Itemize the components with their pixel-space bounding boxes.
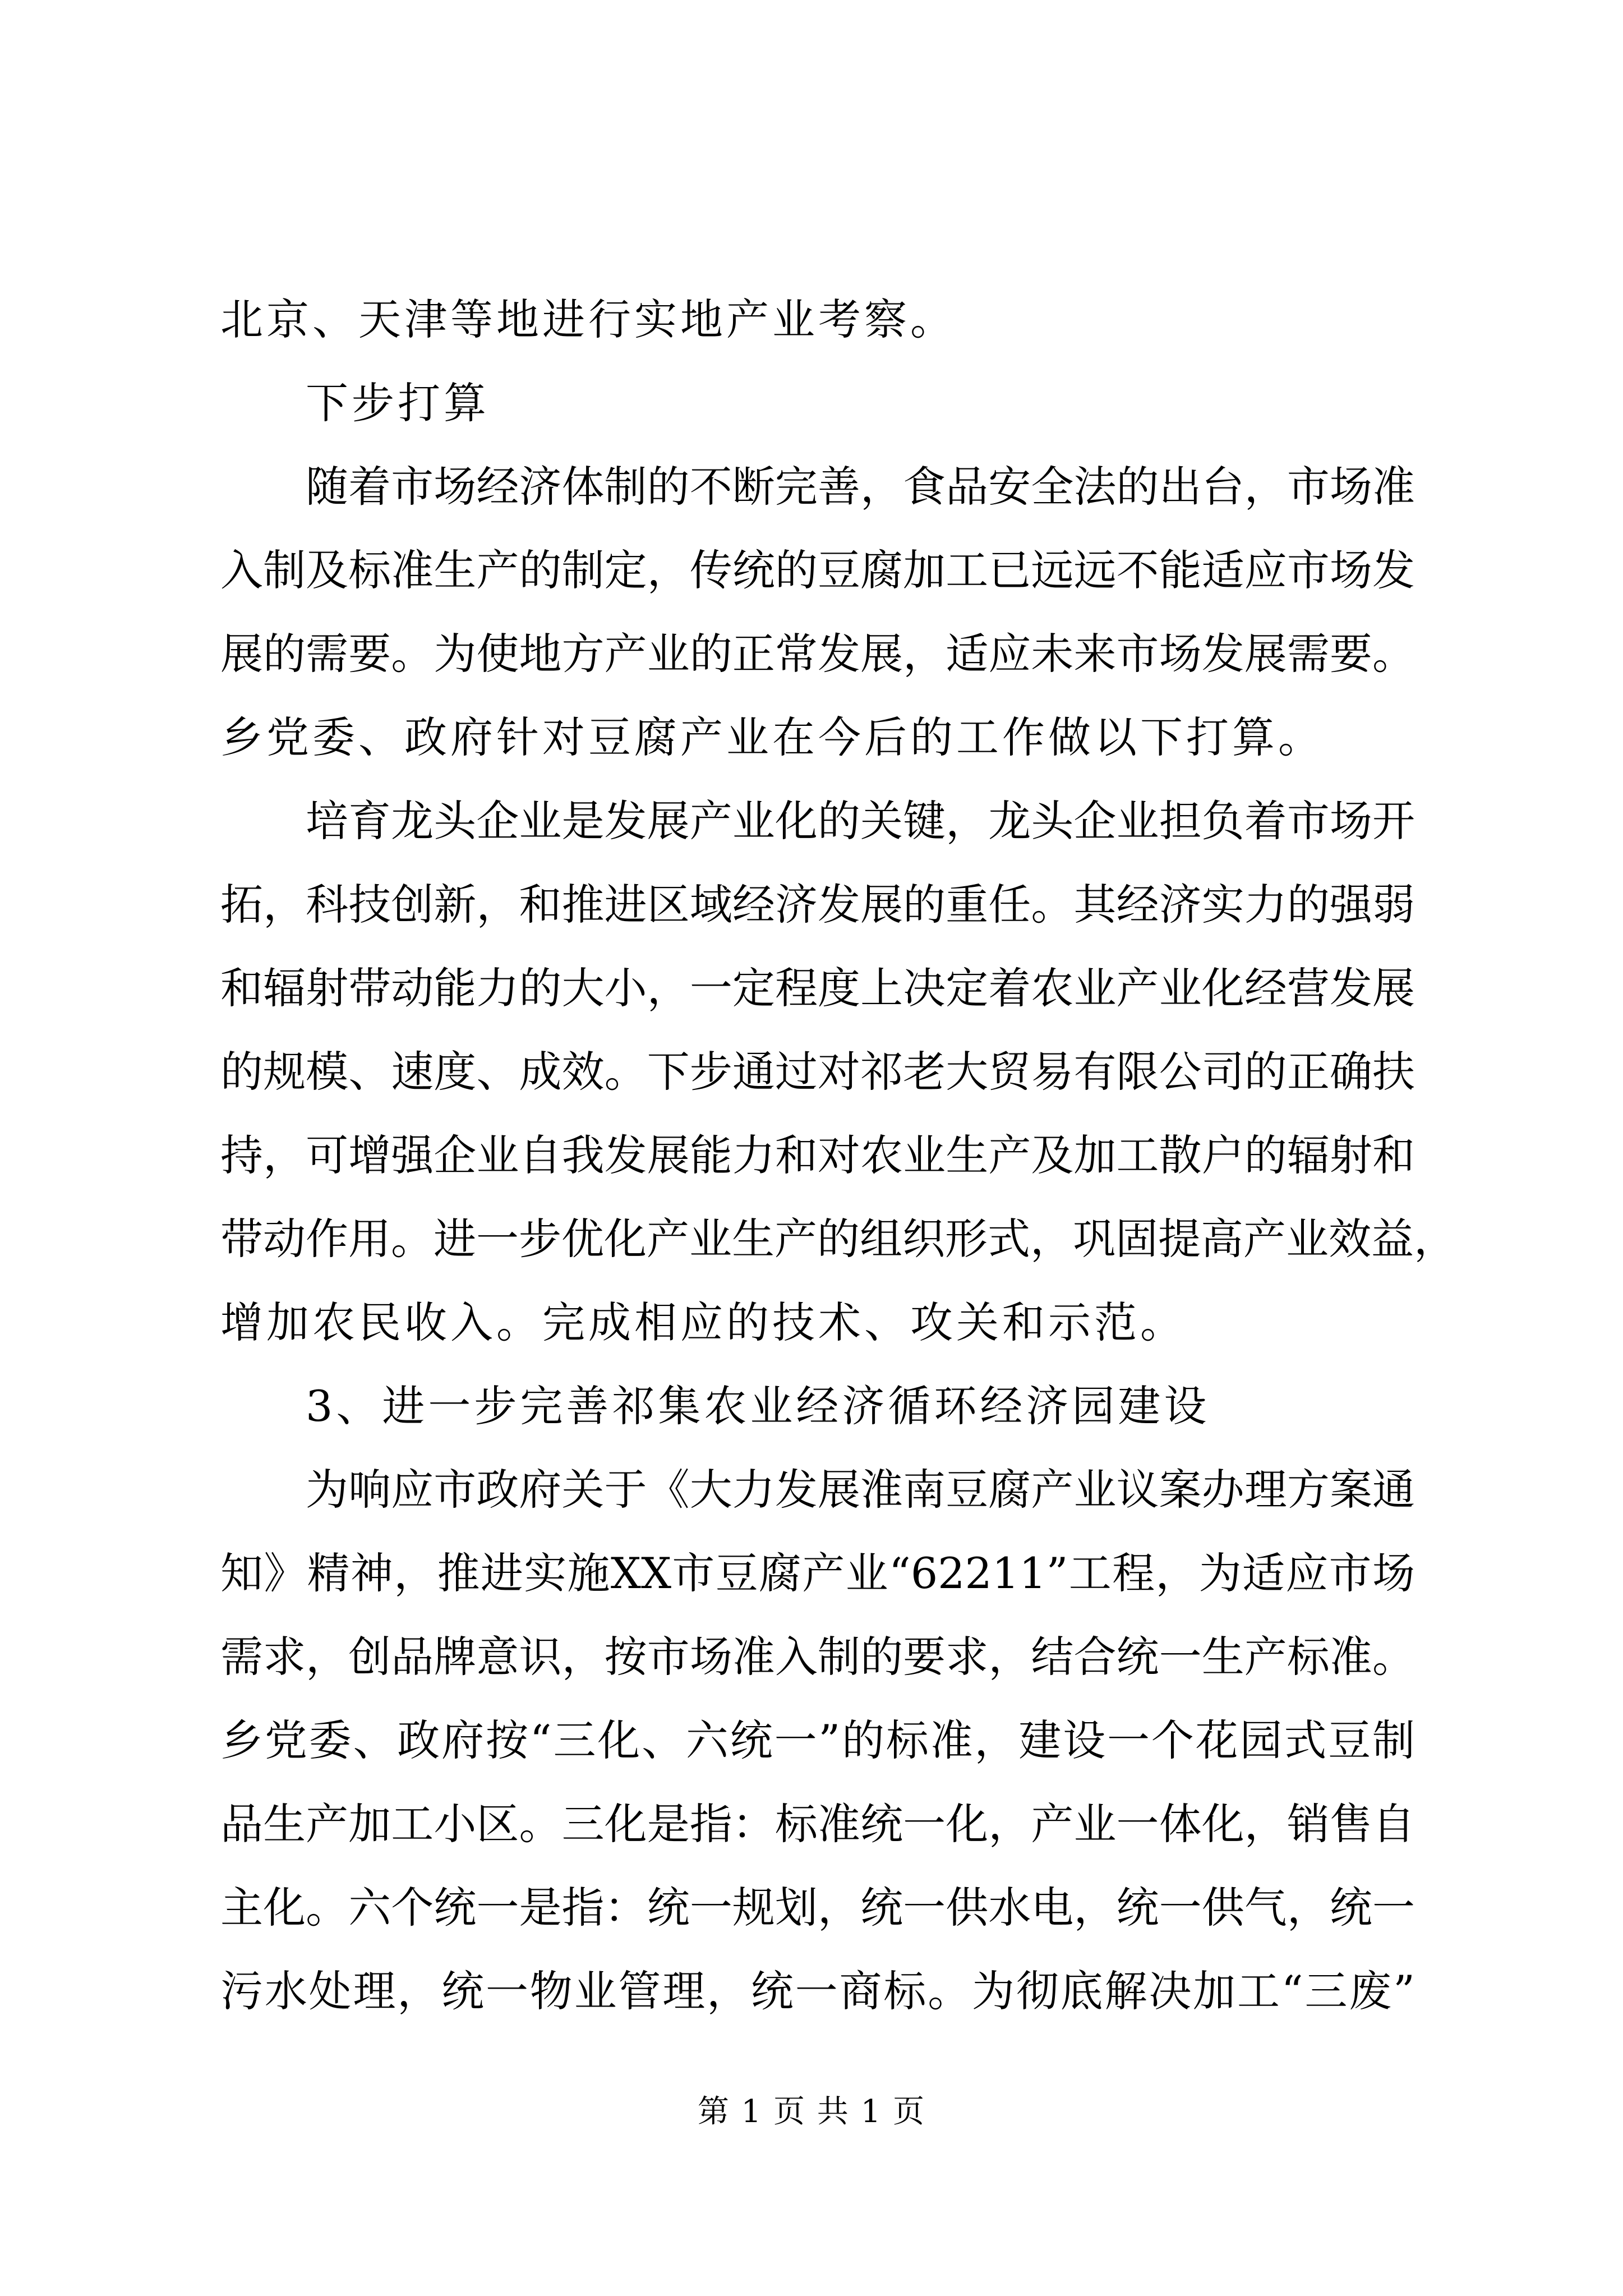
- text-line: 为响应市政府关于《大力发展淮南豆腐产业议案办理方案通: [306, 1465, 1415, 1515]
- text-line: 和辐射带动能力的大小，一定程度上决定着农业产业化经营发展: [220, 963, 1415, 1013]
- document-body: [220, 278, 1456, 2033]
- section-heading: 3、进一步完善祁集农业经济循环经济园建设: [306, 1381, 1210, 1431]
- text-line: 北京、天津等地进行实地产业考察。: [220, 295, 956, 344]
- section-heading: 下步打算: [306, 378, 490, 428]
- text-line: 拓，科技创新，和推进区域经济发展的重任。其经济实力的强弱: [220, 880, 1415, 930]
- text-line: 的规模、速度、成效。下步通过对祁老大贸易有限公司的正确扶: [220, 1047, 1415, 1097]
- text-line: 入制及标准生产的制定，传统的豆腐加工已远远不能适应市场发: [220, 545, 1415, 595]
- text-line: 带动作用。进一步优化产业生产的组织形式，巩固提高产业效益，: [220, 1214, 1456, 1264]
- text-line: 需求，创品牌意识，按市场准入制的要求，结合统一生产标准。: [220, 1632, 1415, 1682]
- text-line: 持，可增强企业自我发展能力和对农业生产及加工散户的辐射和: [220, 1130, 1415, 1180]
- text-line: 主化。六个统一是指：统一规划，统一供水电，统一供气，统一: [220, 1883, 1415, 1932]
- page-footer: 第 1 页 共 1 页: [697, 2093, 926, 2130]
- text-line: 展的需要。为使地方产业的正常发展，适应未来市场发展需要。: [220, 629, 1415, 679]
- text-line: 乡党委、政府针对豆腐产业在今后的工作做以下打算。: [220, 712, 1324, 762]
- text-line: 污水处理，统一物业管理，统一商标。为彻底解决加工“三废”: [220, 1966, 1415, 2016]
- text-line: 乡党委、政府按“三化、六统一”的标准，建设一个花园式豆制: [220, 1715, 1415, 1765]
- text-line: 品生产加工小区。三化是指：标准统一化，产业一体化，销售自: [220, 1799, 1415, 1849]
- text-line: 随着市场经济体制的不断完善，食品安全法的出台，市场准: [306, 462, 1415, 512]
- text-line: 知》精神，推进实施XX市豆腐产业“62211”工程，为适应市场: [220, 1548, 1415, 1598]
- text-line: 培育龙头企业是发展产业化的关键，龙头企业担负着市场开: [306, 796, 1415, 846]
- text-line: 增加农民收入。完成相应的技术、攻关和示范。: [220, 1297, 1186, 1347]
